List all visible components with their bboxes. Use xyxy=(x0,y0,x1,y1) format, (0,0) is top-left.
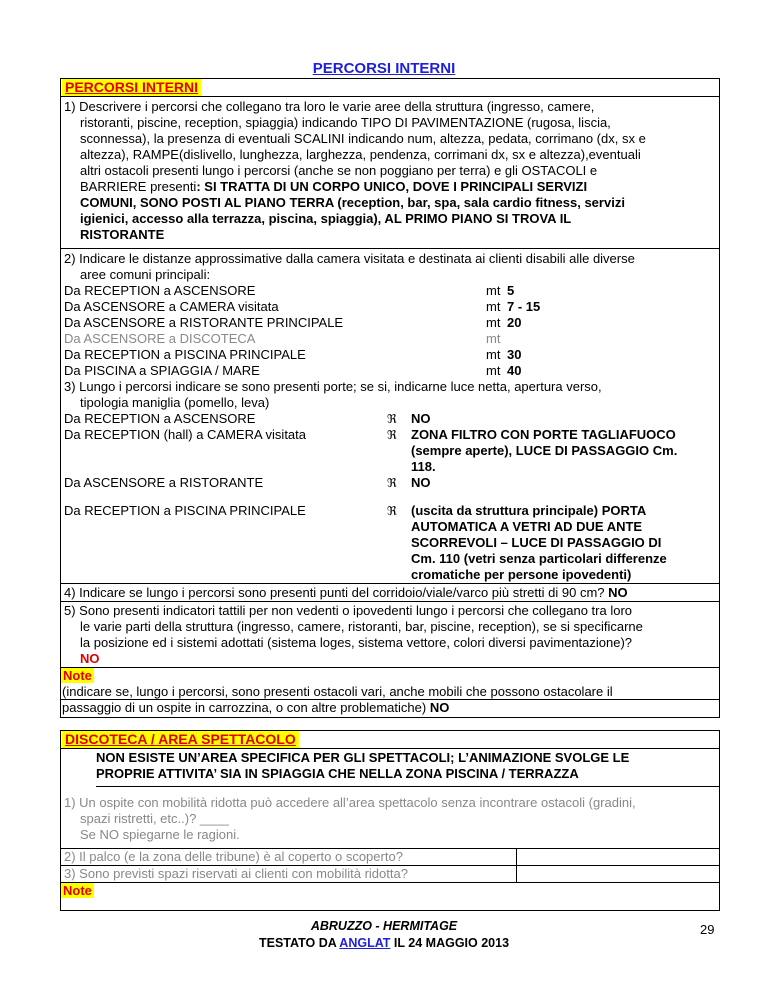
frame-right xyxy=(719,730,720,910)
q1-answer-line xyxy=(80,179,587,195)
door-answer: 118. xyxy=(411,459,436,474)
anglat-link[interactable]: ANGLAT xyxy=(339,936,391,950)
discoteca-statement: PROPRIE ATTIVITA’ SIA IN SPIAGGIA CHE NELLA ZONA PISCINA / TERRAZZA xyxy=(96,766,579,781)
distance-label: Da PISCINA a SPIAGGIA / MARE xyxy=(64,363,260,378)
distance-unit: mt xyxy=(486,347,501,362)
door-route-label: Da RECEPTION (hall) a CAMERA visitata xyxy=(64,427,307,442)
footer-suffix: IL 24 MAGGIO 2013 xyxy=(390,936,510,950)
divider xyxy=(60,910,720,911)
q1-line: altezza), RAMPE(dislivello, lunghezza, larghezza, pendenza, corrimani dx, sx e altezza),eventuali xyxy=(80,147,641,162)
divider xyxy=(96,786,720,787)
divider xyxy=(60,748,720,749)
distance-label: Da RECEPTION a PISCINA PRINCIPALE xyxy=(64,347,306,362)
distance-value: 7 - 15 xyxy=(507,299,541,314)
q5-line: la posizione ed i sistemi adottati (sistema loges, sistema vettore, colori diversi pavimentazione)? xyxy=(80,635,633,650)
distance-unit: mt xyxy=(486,331,501,346)
q1-line: 1) Descrivere i percorsi che collegano tra loro le varie aree della struttura (ingresso, camere, xyxy=(64,99,595,114)
door-answer: NO xyxy=(411,411,431,426)
divider xyxy=(60,667,720,668)
q1-answer: : SI TRATTA DI UN CORPO UNICO, DOVE I PRINCIPALI SERVIZI xyxy=(196,179,588,194)
note-line: (indicare se, lungo i percorsi, sono presenti ostacoli vari, anche mobili che possono ostacolare il xyxy=(62,684,613,699)
door-answer: SCORREVOLI – LUCE DI PASSAGGIO DI xyxy=(411,535,662,550)
page-number: 29 xyxy=(700,922,715,937)
bullet-icon: ℜ xyxy=(387,412,397,426)
door-route-label: Da RECEPTION a PISCINA PRINCIPALE xyxy=(64,503,306,518)
door-route-label: Da RECEPTION a ASCENSORE xyxy=(64,411,256,426)
q4-text: 4) Indicare se lungo i percorsi sono presenti punti del corridoio/viale/varco più stretti di 90 cm? xyxy=(64,585,605,600)
footer-tested-by xyxy=(0,935,768,952)
q1-line: ristoranti, piscine, reception, spiaggia) indicando TIPO DI PAVIMENTAZIONE (rugosa, liscia, xyxy=(80,115,611,130)
discoteca-note-heading: Note xyxy=(63,883,92,898)
section-heading-discoteca: DISCOTECA / AREA SPETTACOLO xyxy=(62,731,299,748)
discoteca-q1-line: Se NO spiegarne le ragioni. xyxy=(80,827,240,842)
distance-value: 20 xyxy=(507,315,522,330)
distance-unit: mt xyxy=(486,299,501,314)
divider xyxy=(60,717,720,718)
distance-label: Da ASCENSORE a CAMERA visitata xyxy=(64,299,279,314)
discoteca-q2: 2) Il palco (e la zona delle tribune) è al coperto o scoperto? xyxy=(64,849,403,864)
q3-line: tipologia maniglia (pomello, leva) xyxy=(80,395,270,410)
note-answer: NO xyxy=(429,700,450,715)
distance-label: Da RECEPTION a ASCENSORE xyxy=(64,283,256,298)
door-route-label: Da ASCENSORE a RISTORANTE xyxy=(64,475,264,490)
door-answer: (uscita da struttura principale) PORTA xyxy=(411,503,647,518)
divider xyxy=(516,848,517,882)
frame-left xyxy=(60,730,61,910)
distance-label: Da ASCENSORE a DISCOTECA xyxy=(64,331,256,346)
divider xyxy=(60,882,720,883)
distance-unit: mt xyxy=(486,315,501,330)
page-title: PERCORSI INTERNI xyxy=(312,60,456,77)
q5-answer: NO xyxy=(80,651,100,666)
divider xyxy=(60,601,720,602)
discoteca-statement: NON ESISTE UN’AREA SPECIFICA PER GLI SPETTACOLI; L’ANIMAZIONE SVOLGE LE xyxy=(96,750,630,765)
door-answer: (sempre aperte), LUCE DI PASSAGGIO Cm. xyxy=(411,443,678,458)
q1-line: sconnessa), la presenza di eventuali SCALINI indicando num, altezza, pedata, corrimano (dx, sx e xyxy=(80,131,646,146)
bullet-icon: ℜ xyxy=(387,504,397,518)
q1-answer: RISTORANTE xyxy=(80,227,165,242)
door-answer: ZONA FILTRO CON PORTE TAGLIAFUOCO xyxy=(411,427,676,442)
q1-line: altri ostacoli presenti lungo i percorsi (anche se non poggiano per terra) e gli OSTACOLI e xyxy=(80,163,598,178)
divider xyxy=(60,730,720,731)
bullet-icon: ℜ xyxy=(387,476,397,490)
distance-value: 5 xyxy=(507,283,515,298)
note-text: passaggio di un ospite in carrozzina, o con altre problematiche) xyxy=(62,700,427,715)
bullet-icon: ℜ xyxy=(387,428,397,442)
discoteca-q3: 3) Sono previsti spazi riservati ai clienti con mobilità ridotta? xyxy=(64,866,408,881)
distance-unit: mt xyxy=(486,363,501,378)
question-4 xyxy=(64,585,628,601)
door-answer: Cm. 110 (vetri senza particolari differenze xyxy=(411,551,667,566)
q2-line: aree comuni principali: xyxy=(80,267,211,282)
divider xyxy=(60,583,720,584)
q5-line: 5) Sono presenti indicatori tattili per non vedenti o ipovedenti lungo i percorsi che collegano tra loro xyxy=(64,603,633,618)
distance-value: 30 xyxy=(507,347,522,362)
frame-right xyxy=(719,78,720,717)
q4-answer: NO xyxy=(608,585,628,600)
q1-answer: COMUNI, SONO POSTI AL PIANO TERRA (reception, bar, spa, sala cardio fitness, servizi xyxy=(80,195,625,210)
q3-line: 3) Lungo i percorsi indicare se sono presenti porte; se si, indicarne luce netta, apertura verso, xyxy=(64,379,602,394)
distance-value: 40 xyxy=(507,363,522,378)
discoteca-q1-line: spazi ristretti, etc..)? ____ xyxy=(80,811,229,826)
door-answer: AUTOMATICA A VETRI AD DUE ANTE xyxy=(411,519,643,534)
note-heading: Note xyxy=(63,668,92,683)
divider xyxy=(60,248,720,249)
discoteca-q1-line: 1) Un ospite con mobilità ridotta può accedere all’area spettacolo senza incontrare ostacoli (gradini, xyxy=(64,795,636,810)
q1-answer: igienici, accesso alla terrazza, piscina, spiaggia), AL PRIMO PIANO SI TROVA IL xyxy=(80,211,572,226)
q5-line: le varie parti della struttura (ingresso, camere, ristoranti, bar, piscine, reception), se si specificarne xyxy=(80,619,643,634)
door-answer: cromatiche per persone ipovedenti) xyxy=(411,567,632,582)
footer-location: ABRUZZO - HERMITAGE xyxy=(310,919,458,933)
distance-label: Da ASCENSORE a RISTORANTE PRINCIPALE xyxy=(64,315,344,330)
divider xyxy=(60,96,720,97)
section-heading-percorsi: PERCORSI INTERNI xyxy=(62,79,201,96)
door-answer: NO xyxy=(411,475,431,490)
frame-left xyxy=(60,78,61,717)
footer-prefix: TESTATO DA xyxy=(258,936,340,950)
distance-unit: mt xyxy=(486,283,501,298)
q1-answer-prefix: BARRIERE presenti xyxy=(80,179,197,194)
q2-line: 2) Indicare le distanze approssimative dalla camera visitata e destinata ai clienti disabili alle diverse xyxy=(64,251,635,266)
note-line xyxy=(62,700,449,716)
